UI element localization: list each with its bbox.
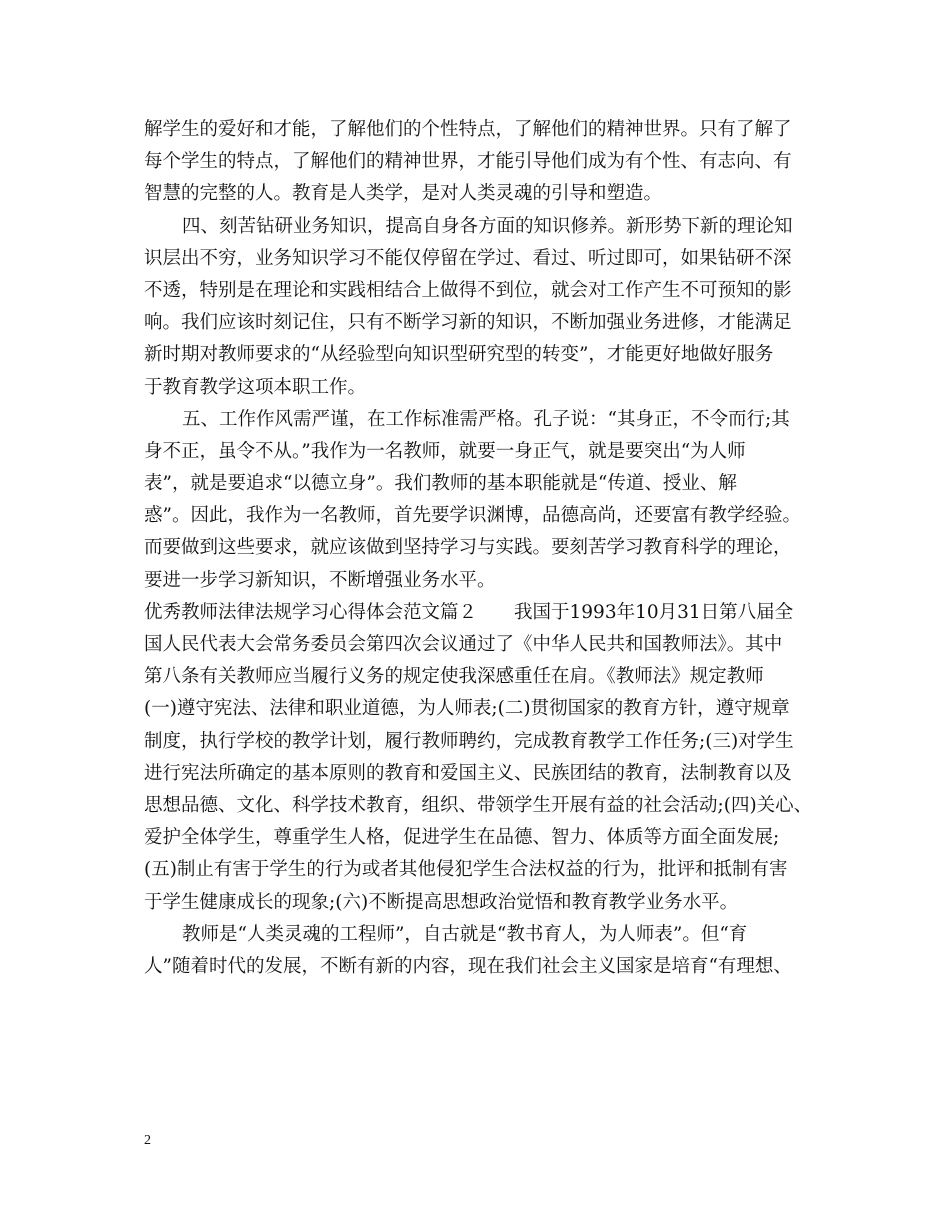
text-line: 智慧的完整的人。教育是人类学，是对人类灵魂的引导和塑造。 — [144, 183, 663, 205]
text-line: 第八条有关教师应当履行义务的规定使我深感重任在肩。《教师法》规定教师 — [144, 666, 764, 688]
text-line: 不透，特别是在理论和实践相结合上做得不到位，就会对工作产生不可预知的影 — [144, 279, 792, 301]
text-line: 解学生的爱好和才能，了解他们的个性特点，了解他们的精神世界。只有了解了 — [144, 119, 792, 140]
text-line: 国人民代表大会常务委员会第四次会议通过了《中华人民共和国教师法》。其中 — [144, 634, 783, 655]
text-line: 响。我们应该时刻记住，只有不断学习新的知识，不断加强业务进修，才能满足 — [144, 312, 792, 334]
text-line: 进行宪法所确定的基本原则的教育和爱国主义、民族团结的教育，法制教育以及 — [144, 762, 792, 784]
text-line: 四、刻苦钻研业务知识，提高自身各方面的知识修养。新形势下新的理论知 — [182, 215, 793, 237]
text-line: 于学生健康成长的现象;(六)不断提高思想政治觉悟和教育教学业务水平。 — [144, 891, 739, 913]
text-line: 而要做到这些要求，就应该做到坚持学习与实践。要刻苦学习教育科学的理论， — [144, 537, 792, 559]
text-line: 于教育教学这项本职工作。 — [144, 376, 367, 398]
text-line: 优秀教师法律法规学习心得体会范文篇２ 我国于1993年10月31日第八届全 — [144, 601, 794, 623]
text-line: 惑”。因此，我作为一名教师，首先要学识渊博，品德高尚，还要富有教学经验。 — [144, 505, 801, 527]
text-line: 身不正，虽令不从。”我作为一名教师，就要一身正气，就是要突出“为人师 — [144, 440, 746, 462]
text-line: 表”，就是要追求“以德立身”。我们教师的基本职能就是“传道、授业、解 — [144, 473, 737, 495]
text-line: 爱护全体学生，尊重学生人格，促进学生在品德、智力、体质等方面全面发展; — [144, 827, 780, 849]
text-line: 识层出不穷，业务知识学习不能仅停留在学过、看过、听过即可，如果钻研不深 — [144, 247, 792, 269]
text-line: 新时期对教师要求的“从经验型向知识型研究型的转变”，才能更好地做好服务 — [144, 344, 774, 366]
text-line: 人”随着时代的发展，不断有新的内容，现在我们社会主义国家是培育“有理想、 — [144, 955, 792, 977]
text-line: 教师是“人类灵魂的工程师”，自古就是“教书育人，为人师表”。但“育 — [182, 923, 748, 945]
text-line: 每个学生的特点，了解他们的精神世界，才能引导他们成为有个性、有志向、有 — [144, 151, 792, 173]
page-number: 2 — [144, 1133, 151, 1148]
text-line: 思想品德、文化、科学技术教育，组织、带领学生开展有益的社会活动;(四)关心、 — [144, 794, 813, 816]
text-line: (一)遵守宪法、法律和职业道德，为人师表;(二)贯彻国家的教育方针，遵守规章 — [144, 698, 790, 720]
text-line: 五、工作作风需严谨，在工作标准需严格。孔子说：“其身正，不令而行;其 — [182, 408, 790, 430]
text-line: (五)制止有害于学生的行为或者其他侵犯学生合法权益的行为，批评和抵制有害 — [144, 859, 788, 881]
text-line: 制度，执行学校的教学计划，履行教师聘约，完成教育教学工作任务;(三)对学生 — [144, 730, 794, 752]
text-line: 要进一步学习新知识，不断增强业务水平。 — [144, 569, 496, 591]
document-body — [144, 114, 814, 983]
